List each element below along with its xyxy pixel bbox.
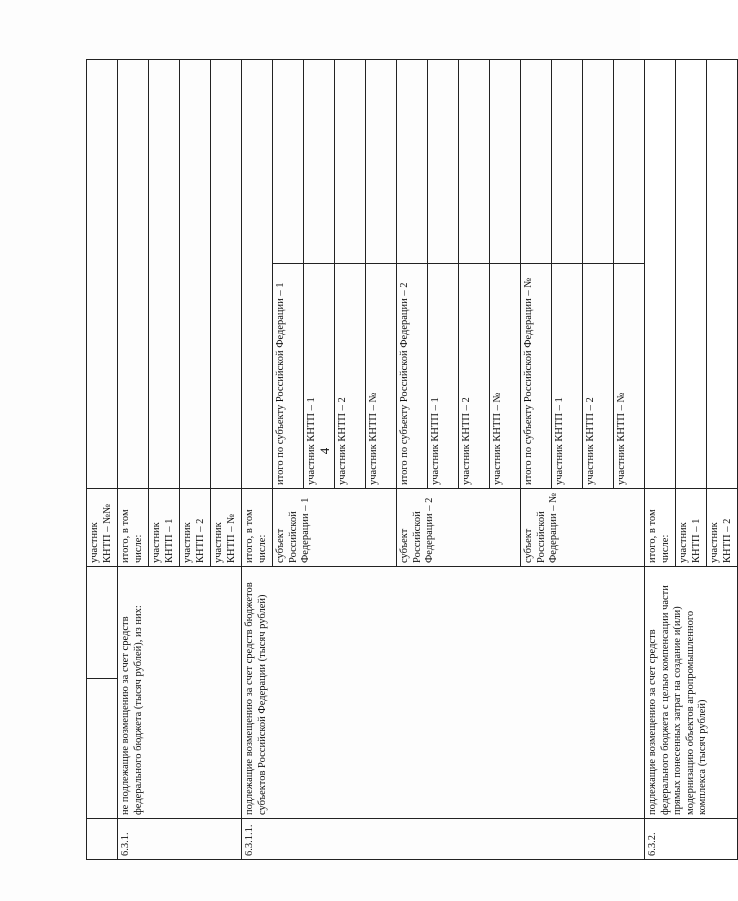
data-table [86, 59, 738, 860]
cell-value [552, 60, 583, 264]
cell-subject-item: участник КНТП – № [490, 264, 521, 489]
cell-code: 6.3.1.1. [242, 819, 645, 860]
table-row [118, 60, 149, 860]
cell-value [614, 60, 645, 264]
cell-detail [676, 60, 707, 489]
cell-value [490, 60, 521, 264]
cell-subject: субъект Российской Федерации – № [521, 489, 645, 567]
cell-subject-item: участник КНТП – 2 [335, 264, 366, 489]
cell-participant: участник КНТП – №№ [87, 489, 118, 567]
rotated-table-container [86, 60, 733, 860]
cell-value [273, 60, 304, 264]
cell-detail [707, 60, 738, 489]
cell-description: подлежащие возмещению за счет средств федерального бюджета с целью компенсации части прямых понесенных затрат на создание и(или) модернизацию объектов агропромышленного комплекса (тысяч рублей) [645, 567, 738, 819]
cell-value [521, 60, 552, 264]
cell-participant: участник КНТП – 1 [676, 489, 707, 567]
cell-participant: участник КНТП – 2 [180, 489, 211, 567]
cell-subject: субъект Российской Федерации – 1 [273, 489, 397, 567]
cell-detail [242, 60, 273, 489]
cell-description [87, 679, 118, 819]
cell-participant: итого, в том числе: [645, 489, 676, 567]
cell-description: не подлежащие возмещению за счет средств федерального бюджета (тысяч рублей), из них: [118, 567, 242, 819]
cell-value [304, 60, 335, 264]
table-row [242, 60, 273, 860]
cell-subject-item: участник КНТП – 1 [304, 264, 335, 489]
cell-participant: итого, в том числе: [118, 489, 149, 567]
cell-participant: участник КНТП – № [211, 489, 242, 567]
cell-subject-item: итого по субъекту Российской Федерации – № [521, 264, 552, 489]
cell-detail [645, 60, 676, 489]
cell-description: подлежащие возмещению за счет средств бюджетов субъектов Российской Федерации (тысяч рублей) [242, 567, 645, 819]
cell-value [335, 60, 366, 264]
cell-subject-item: итого по субъекту Российской Федерации – 2 [397, 264, 428, 489]
page-number: 4 [317, 447, 332, 455]
cell-subject-item: участник КНТП – № [366, 264, 397, 489]
cell-value [366, 60, 397, 264]
cell-detail [211, 60, 242, 489]
cell-participant: участник КНТП – 2 [707, 489, 738, 567]
cell-detail [149, 60, 180, 489]
cell-blank [87, 567, 118, 679]
cell-subject-item: участник КНТП – № [614, 264, 645, 489]
cell-value [397, 60, 428, 264]
cell-detail [87, 60, 118, 489]
cell-subject-item: участник КНТП – 2 [583, 264, 614, 489]
table-row [87, 60, 118, 860]
cell-value [583, 60, 614, 264]
cell-code: 6.3.1. [118, 819, 242, 860]
cell-code [87, 819, 118, 860]
table-row [645, 60, 676, 860]
cell-value [428, 60, 459, 264]
cell-detail [180, 60, 211, 489]
cell-detail [118, 60, 149, 489]
cell-subject-item: участник КНТП – 2 [459, 264, 490, 489]
cell-participant: участник КНТП – 1 [149, 489, 180, 567]
cell-value [459, 60, 490, 264]
cell-participant: итого, в том числе: [242, 489, 273, 567]
cell-subject: субъект Российской Федерации – 2 [397, 489, 521, 567]
cell-code: 6.3.2. [645, 819, 738, 860]
cell-subject-item: итого по субъекту Российской Федерации – 1 [273, 264, 304, 489]
cell-subject-item: участник КНТП – 1 [552, 264, 583, 489]
cell-subject-item: участник КНТП – 1 [428, 264, 459, 489]
